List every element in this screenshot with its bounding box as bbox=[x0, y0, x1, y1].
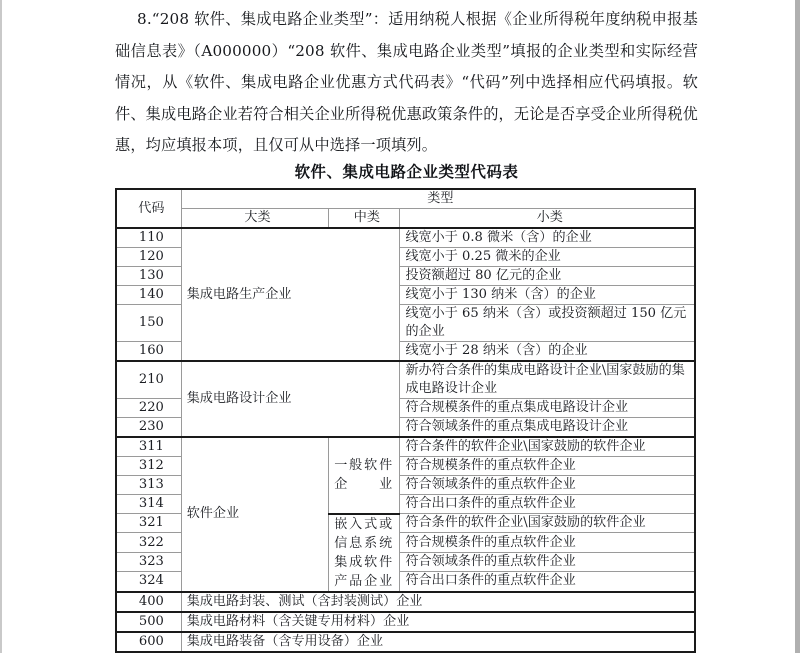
table-title: 软件、集成电路企业类型代码表 bbox=[294, 163, 519, 181]
cell-code: 313 bbox=[116, 476, 181, 495]
table-row bbox=[116, 228, 695, 248]
cell-code: 110 bbox=[116, 228, 181, 248]
cell-code: 140 bbox=[116, 286, 181, 305]
cell-code: 120 bbox=[116, 248, 181, 267]
cell-minor-category: 符合规模条件的重点软件企业 bbox=[400, 457, 695, 476]
table-row bbox=[116, 612, 695, 632]
header-major: 大类 bbox=[181, 209, 329, 229]
table-row bbox=[116, 632, 695, 652]
cell-code: 600 bbox=[116, 632, 181, 652]
header-type: 类型 bbox=[181, 189, 695, 209]
cell-middle-category bbox=[329, 514, 400, 592]
cell-minor-category: 符合条件的软件企业\国家鼓励的软件企业 bbox=[400, 437, 695, 457]
cell-code: 321 bbox=[116, 514, 181, 533]
cell-minor-category: 线宽小于 0.8 微米（含）的企业 bbox=[400, 228, 695, 248]
cell-code: 500 bbox=[116, 612, 181, 632]
table-header-row-1 bbox=[116, 189, 695, 209]
table-header-row-2 bbox=[116, 209, 695, 229]
header-minor: 小类 bbox=[400, 209, 695, 229]
cell-middle-category-text: 一般软件企业 bbox=[334, 458, 393, 493]
cell-code: 323 bbox=[116, 552, 181, 571]
cell-code: 322 bbox=[116, 533, 181, 552]
cell-middle-category-text: 嵌入式或信息系统集成软件产品企业 bbox=[334, 516, 393, 589]
cell-code: 400 bbox=[116, 592, 181, 612]
cell-code: 130 bbox=[116, 267, 181, 286]
cell-major-category: 集成电路设计企业 bbox=[181, 361, 400, 437]
cell-minor-category: 符合规模条件的重点集成电路设计企业 bbox=[400, 399, 695, 418]
cell-category-full: 集成电路封装、测试（含封装测试）企业 bbox=[181, 592, 695, 612]
cell-minor-category: 线宽小于 130 纳米（含）的企业 bbox=[400, 286, 695, 305]
cell-major-category: 软件企业 bbox=[181, 437, 329, 592]
cell-minor-category: 线宽小于 65 纳米（含）或投资额超过 150 亿元的企业 bbox=[400, 305, 695, 342]
paragraph-number: 8. bbox=[137, 10, 152, 28]
cell-code: 210 bbox=[116, 361, 181, 399]
table-row bbox=[116, 361, 695, 399]
cell-minor-category: 符合出口条件的重点软件企业 bbox=[400, 572, 695, 592]
paragraph-text: “208 软件、集成电路企业类型”：适用纳税人根据《企业所得税年度纳税申报基础信息表》（A000000）“208 软件、集成电路企业类型”填报的企业类型和实际经营情况，从《软件、集成电路企业优惠方式代码表》“代码”列中选择相应代码填报。软件、集成电路企业若符合相关企业所得税优惠政策条件的，无论是否享受企业所得税优惠，均应填报本项，且仅可从中选择一项填列。 bbox=[115, 10, 698, 154]
cell-minor-category: 符合规模条件的重点软件企业 bbox=[400, 533, 695, 552]
cell-major-category: 集成电路生产企业 bbox=[181, 228, 400, 361]
cell-minor-category: 新办符合条件的集成电路设计企业\国家鼓励的集成电路设计企业 bbox=[400, 361, 695, 399]
scrollbar[interactable] bbox=[795, 0, 800, 653]
cell-code: 324 bbox=[116, 572, 181, 592]
cell-minor-category: 符合条件的软件企业\国家鼓励的软件企业 bbox=[400, 514, 695, 533]
cell-code: 314 bbox=[116, 495, 181, 514]
cell-minor-category: 线宽小于 0.25 微米的企业 bbox=[400, 248, 695, 267]
cell-code: 220 bbox=[116, 399, 181, 418]
cell-minor-category: 符合领域条件的重点集成电路设计企业 bbox=[400, 418, 695, 438]
code-table-wrapper bbox=[115, 188, 696, 653]
cell-minor-category: 符合出口条件的重点软件企业 bbox=[400, 495, 695, 514]
table-row bbox=[116, 592, 695, 612]
cell-code: 312 bbox=[116, 457, 181, 476]
cell-minor-category: 符合领域条件的重点软件企业 bbox=[400, 476, 695, 495]
cell-middle-category bbox=[329, 437, 400, 514]
cell-category-full: 集成电路材料（含关键专用材料）企业 bbox=[181, 612, 695, 632]
cell-code: 160 bbox=[116, 342, 181, 362]
table-row bbox=[116, 437, 695, 457]
cell-code: 230 bbox=[116, 418, 181, 438]
code-table bbox=[115, 188, 696, 653]
cell-code: 150 bbox=[116, 305, 181, 342]
cell-minor-category: 投资额超过 80 亿元的企业 bbox=[400, 267, 695, 286]
paragraph-item-8 bbox=[115, 4, 698, 162]
cell-minor-category: 线宽小于 28 纳米（含）的企业 bbox=[400, 342, 695, 362]
header-middle: 中类 bbox=[329, 209, 400, 229]
cell-minor-category: 符合领域条件的重点软件企业 bbox=[400, 552, 695, 571]
header-code: 代码 bbox=[116, 189, 181, 228]
cell-category-full: 集成电路装备（含专用设备）企业 bbox=[181, 632, 695, 652]
cell-code: 311 bbox=[116, 437, 181, 457]
